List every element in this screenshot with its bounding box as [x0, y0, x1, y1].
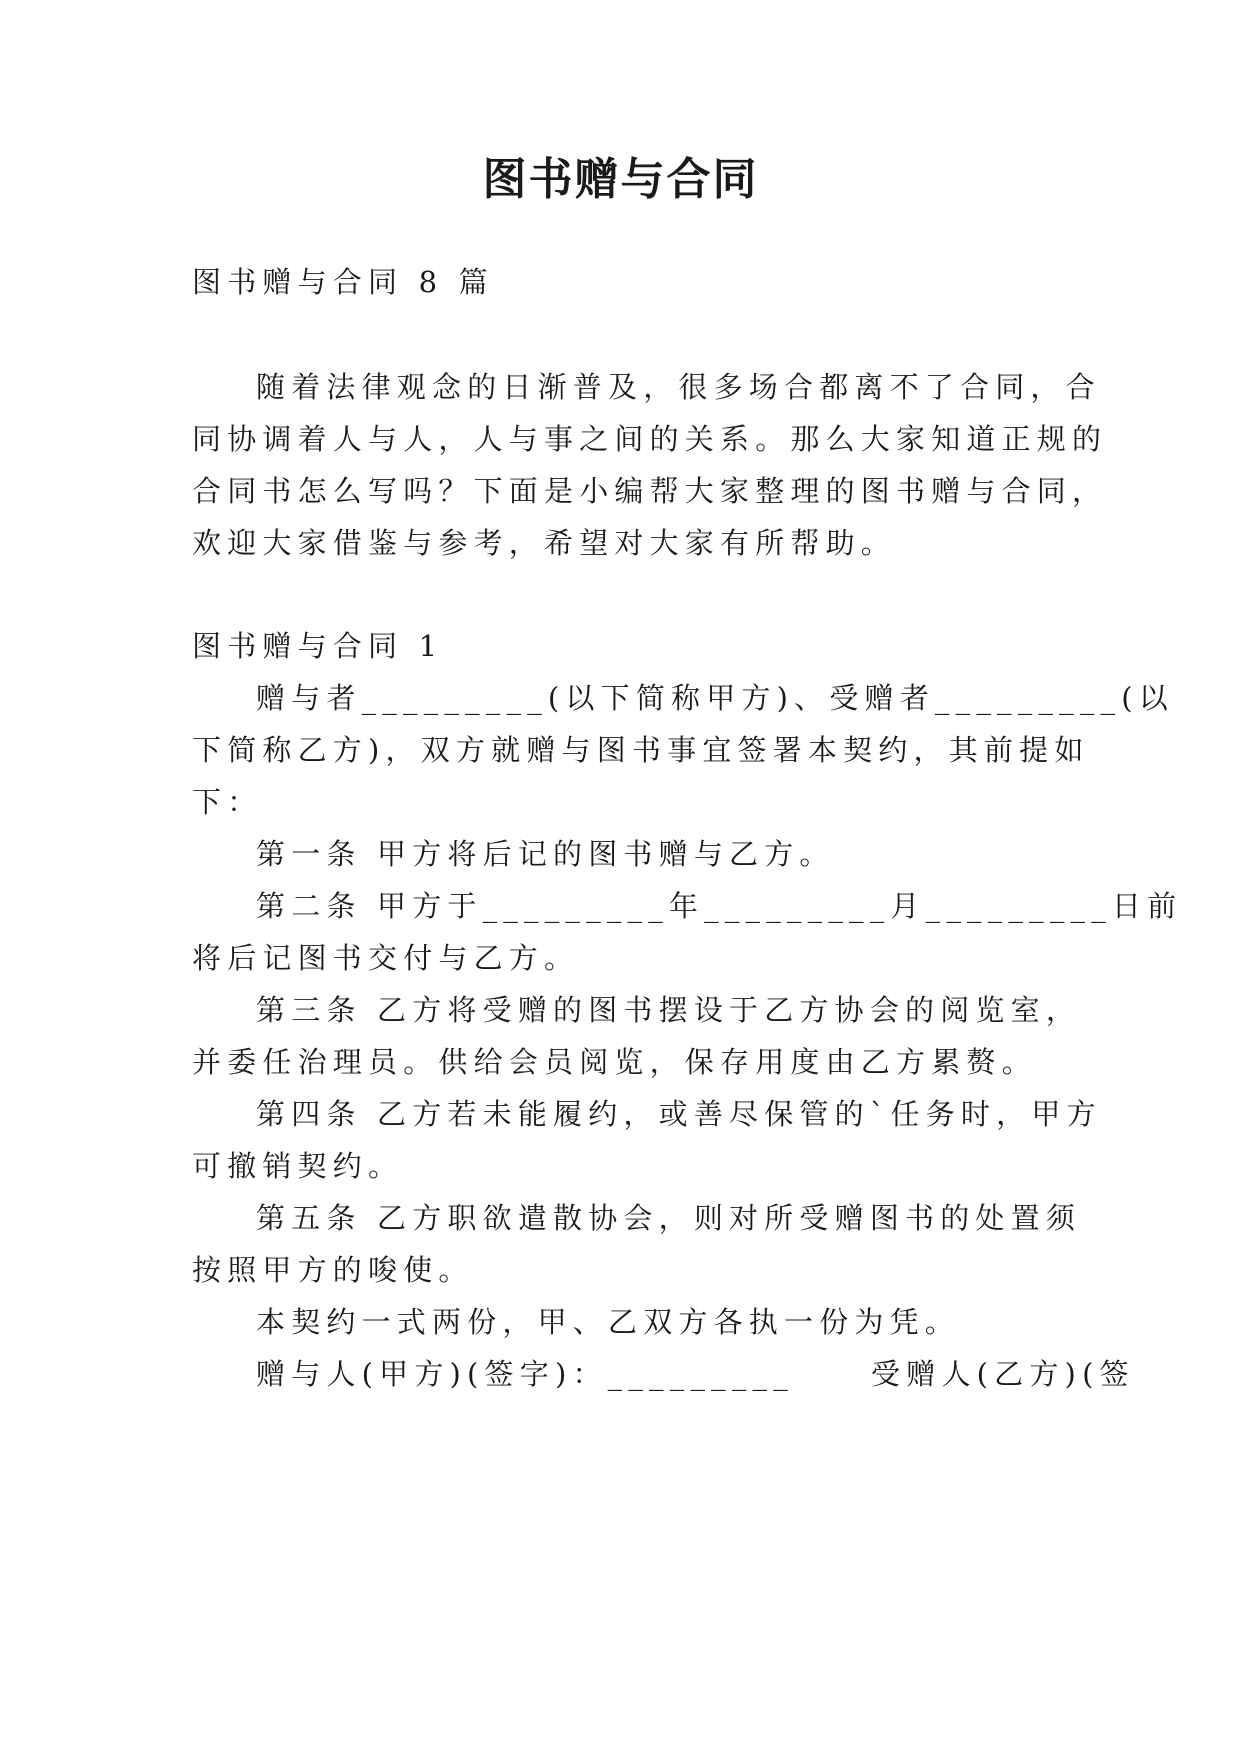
contract-clause-5: 第五条 乙方职欲遣散协会，则对所受赠图书的处置须	[256, 1201, 1082, 1235]
signature-line: 赠与人(甲方)(签字)：_________ 受赠人(乙方)(签	[256, 1357, 1135, 1391]
contract-line: 下简称乙方)，双方就赠与图书事宜签署本契约，其前提如	[192, 733, 1090, 767]
contract-clause-2: 第二条 甲方于_________年_________月_________日前	[256, 889, 1183, 923]
intro-line: 合同书怎么写吗？下面是小编帮大家整理的图书赠与合同，	[192, 474, 1108, 508]
contract-line: 并委任治理员。供给会员阅览，保存用度由乙方累赘。	[192, 1045, 1037, 1079]
contract-line: 下：	[192, 785, 263, 819]
intro-line: 随着法律观念的日渐普及，很多场合都离不了合同，合	[256, 370, 1101, 404]
contract-line: 按照甲方的唆使。	[192, 1253, 474, 1287]
intro-line: 欢迎大家借鉴与参考，希望对大家有所帮助。	[192, 526, 897, 560]
contract-clause-3: 第三条 乙方将受赠的图书摆设于乙方协会的阅览室，	[256, 993, 1082, 1027]
contract-copies-line: 本契约一式两份，甲、乙双方各执一份为凭。	[256, 1305, 961, 1339]
contract-clause-4: 第四条 乙方若未能履约，或善尽保管的`任务时，甲方	[256, 1097, 1102, 1131]
contract-line: 可撤销契约。	[192, 1149, 404, 1183]
document-title: 图书赠与合同	[482, 154, 759, 205]
intro-line: 同协调着人与人，人与事之间的关系。那么大家知道正规的	[192, 422, 1108, 456]
contract-clause-1: 第一条 甲方将后记的图书赠与乙方。	[256, 837, 835, 871]
document-subtitle: 图书赠与合同 8 篇	[192, 265, 494, 299]
contract-line: 赠与者_________(以下简称甲方)、受赠者_________(以	[256, 681, 1174, 715]
section-heading: 图书赠与合同 1	[192, 629, 444, 663]
contract-line: 将后记图书交付与乙方。	[192, 941, 580, 975]
